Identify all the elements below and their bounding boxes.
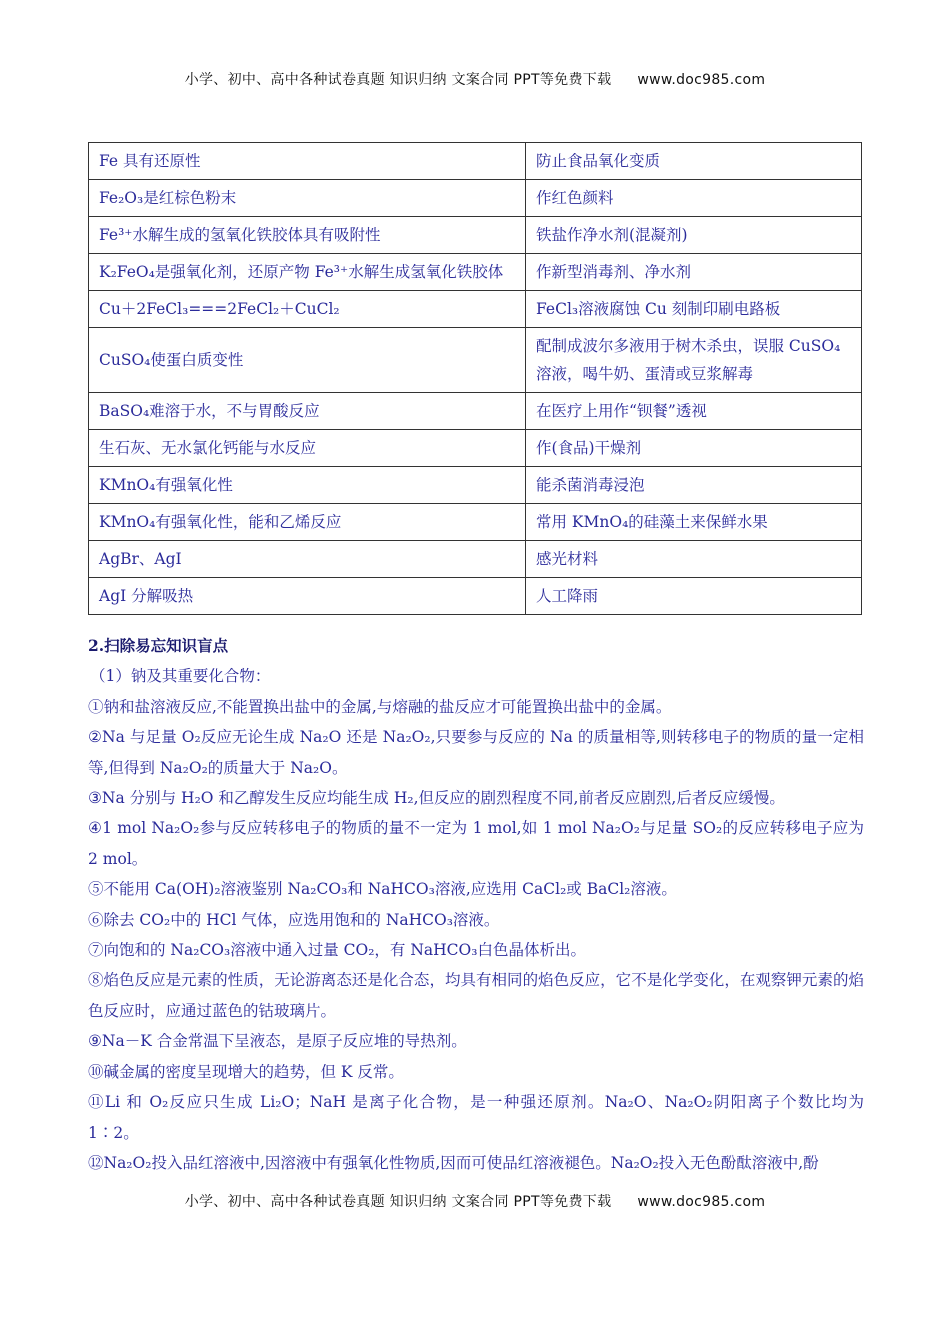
page-footer — [0, 1191, 950, 1211]
note-item: ③Na 分别与 H₂O 和乙醇发生反应均能生成 H₂,但反应的剧烈程度不同,前者反应剧烈,后者反应缓慢。 — [88, 789, 785, 808]
property-cell: K₂FeO₄是强氧化剂，还原产物 Fe³⁺水解生成氢氧化铁胶体 — [89, 254, 526, 291]
use-cell: 配制成波尔多液用于树木杀虫，误服 CuSO₄溶液，喝牛奶、蛋清或豆浆解毒 — [526, 328, 862, 393]
page-header — [0, 69, 950, 89]
use-cell: 感光材料 — [526, 541, 862, 578]
property-cell: Fe₂O₃是红棕色粉末 — [89, 180, 526, 217]
use-cell: 能杀菌消毒浸泡 — [526, 467, 862, 504]
property-use-table — [88, 142, 862, 615]
note-item: ⑤不能用 Ca(OH)₂溶液鉴别 Na₂CO₃和 NaHCO₃溶液,应选用 CaCl₂或 BaCl₂溶液。 — [88, 880, 677, 899]
note-item: ⑨Na－K 合金常温下呈液态，是原子反应堆的导热剂。 — [88, 1032, 467, 1051]
property-cell: KMnO₄有强氧化性，能和乙烯反应 — [89, 504, 526, 541]
table-row — [89, 578, 862, 615]
note-item: ⑪Li 和 O₂反应只生成 Li₂O；NaH 是离子化合物，是一种强还原剂。Na₂O、Na₂O₂阴阳离子个数比均为 1∶2。 — [88, 1093, 864, 1142]
table-row — [89, 143, 862, 180]
table-row — [89, 328, 862, 393]
use-cell: 在医疗上用作“钡餐”透视 — [526, 393, 862, 430]
note-item: ①钠和盐溶液反应,不能置换出盐中的金属,与熔融的盐反应才可能置换出盐中的金属。 — [88, 697, 672, 716]
table-row — [89, 180, 862, 217]
property-cell: Fe 具有还原性 — [89, 143, 526, 180]
table-row — [89, 504, 862, 541]
use-cell: 防止食品氧化变质 — [526, 143, 862, 180]
property-cell: CuSO₄使蛋白质变性 — [89, 328, 526, 393]
use-cell: 铁盐作净水剂(混凝剂) — [526, 217, 862, 254]
table-row — [89, 291, 862, 328]
note-item: ⑥除去 CO₂中的 HCl 气体，应选用饱和的 NaHCO₃溶液。 — [88, 910, 500, 929]
table-row — [89, 254, 862, 291]
notes-section — [88, 631, 864, 1178]
use-cell: 人工降雨 — [526, 578, 862, 615]
note-item: ④1 mol Na₂O₂参与反应转移电子的物质的量不一定为 1 mol,如 1 mol Na₂O₂与足量 SO₂的反应转移电子应为 2 mol。 — [88, 819, 864, 868]
property-cell: BaSO₄难溶于水，不与胃酸反应 — [89, 393, 526, 430]
footer-text: 小学、初中、高中各种试卷真题 知识归纳 文案合同 PPT等免费下载 — [184, 1194, 612, 1210]
property-cell: Fe³⁺水解生成的氢氧化铁胶体具有吸附性 — [89, 217, 526, 254]
header-text: 小学、初中、高中各种试卷真题 知识归纳 文案合同 PPT等免费下载 — [184, 72, 612, 88]
note-item: ⑧焰色反应是元素的性质，无论游离态还是化合态，均具有相同的焰色反应，它不是化学变化，在观察钾元素的焰色反应时，应通过蓝色的钴玻璃片。 — [88, 971, 864, 1020]
note-item: ⑦向饱和的 Na₂CO₃溶液中通入过量 CO₂，有 NaHCO₃白色晶体析出。 — [88, 941, 586, 960]
use-cell: 作(食品)干燥剂 — [526, 430, 862, 467]
property-cell: AgI 分解吸热 — [89, 578, 526, 615]
table-row — [89, 467, 862, 504]
use-cell: FeCl₃溶液腐蚀 Cu 刻制印刷电路板 — [526, 291, 862, 328]
header-site[interactable]: www.doc985.com — [637, 72, 766, 88]
use-cell: 作红色颜料 — [526, 180, 862, 217]
table-row — [89, 541, 862, 578]
use-cell: 常用 KMnO₄的硅藻土来保鲜水果 — [526, 504, 862, 541]
use-cell: 作新型消毒剂、净水剂 — [526, 254, 862, 291]
property-cell: 生石灰、无水氯化钙能与水反应 — [89, 430, 526, 467]
property-cell: AgBr、AgI — [89, 541, 526, 578]
note-item: ②Na 与足量 O₂反应无论生成 Na₂O 还是 Na₂O₂,只要参与反应的 Na 的质量相等,则转移电子的物质的量一定相等,但得到 Na₂O₂的质量大于 Na₂O。 — [88, 728, 864, 777]
note-item: ⑫Na₂O₂投入品红溶液中,因溶液中有强氧化性物质,因而可使品红溶液褪色。Na₂O₂投入无色酚酞溶液中,酚 — [88, 1153, 819, 1172]
note-item: ⑩碱金属的密度呈现增大的趋势，但 K 反常。 — [88, 1062, 404, 1081]
table-row — [89, 217, 862, 254]
section-subheading: （1）钠及其重要化合物： — [90, 667, 271, 686]
property-cell: Cu＋2FeCl₃===2FeCl₂＋CuCl₂ — [89, 291, 526, 328]
section-heading: 2.扫除易忘知识盲点 — [88, 636, 229, 655]
table-row — [89, 430, 862, 467]
table-row — [89, 393, 862, 430]
property-cell: KMnO₄有强氧化性 — [89, 467, 526, 504]
footer-site[interactable]: www.doc985.com — [637, 1194, 766, 1210]
